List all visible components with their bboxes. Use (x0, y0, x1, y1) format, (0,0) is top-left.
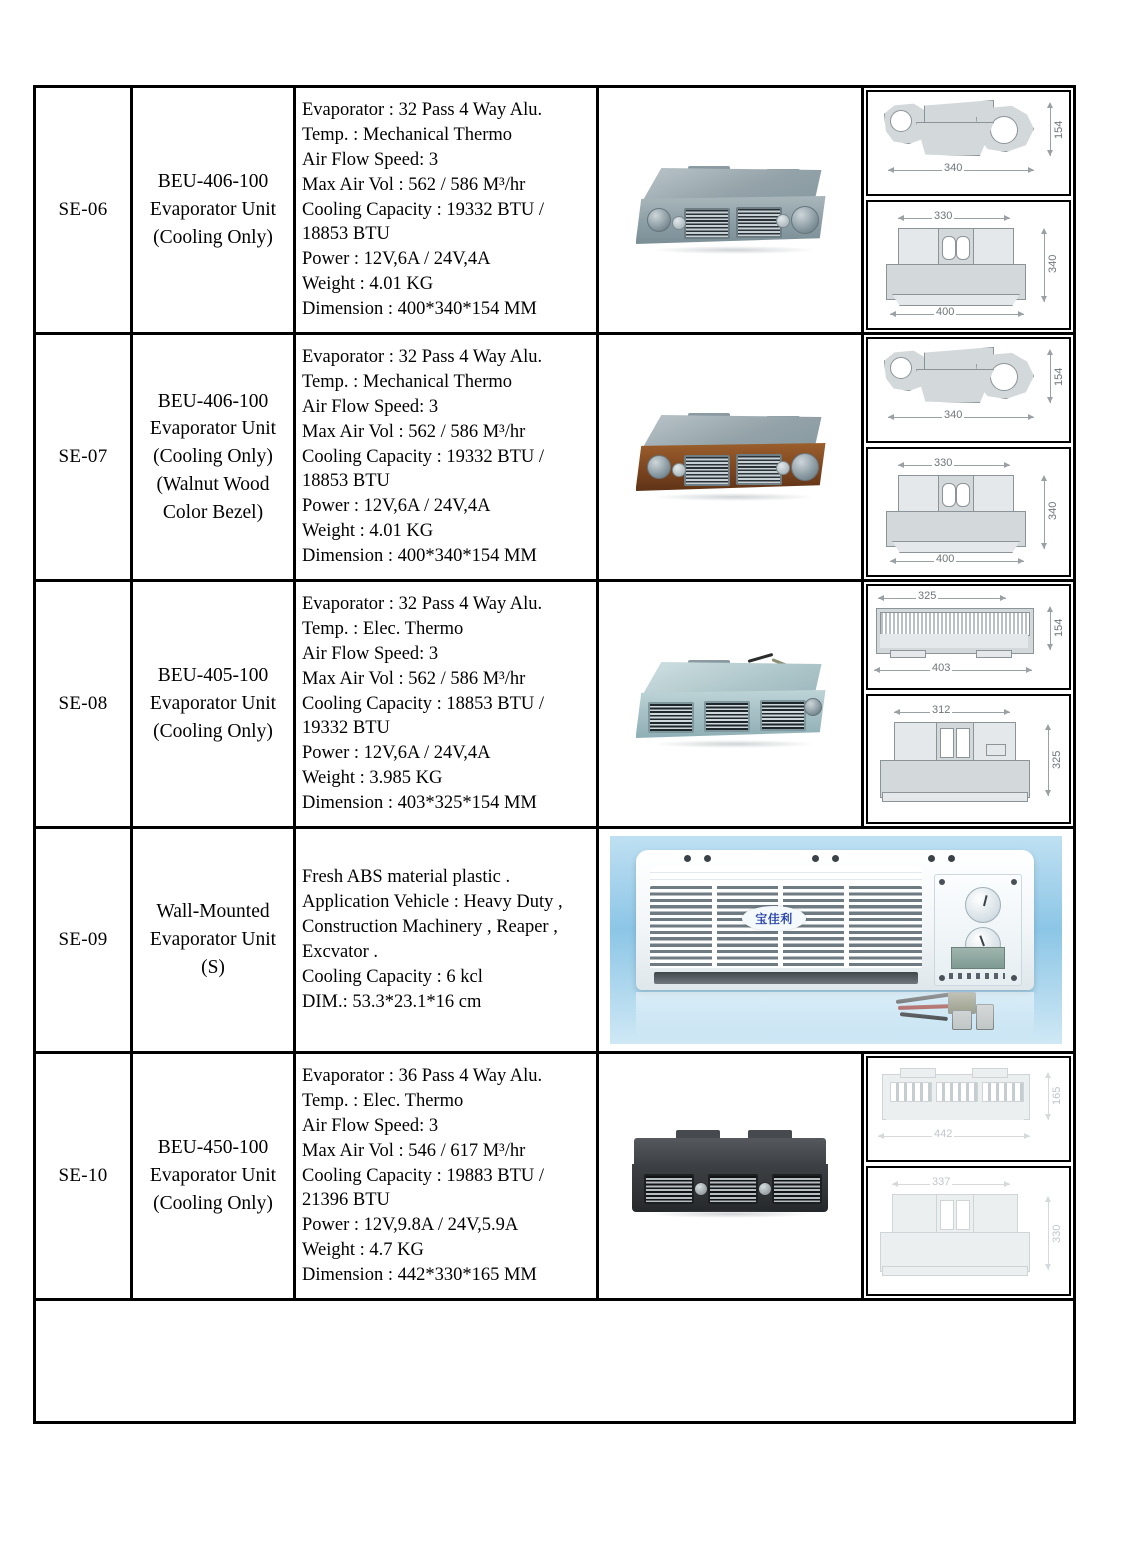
drawing-side-section (866, 337, 1071, 443)
blower-inlet-shape (890, 357, 912, 379)
blower-box-shape (898, 475, 940, 515)
table-row-empty (35, 1300, 1075, 1423)
technical-drawings (863, 1053, 1075, 1300)
table-row (35, 1053, 1075, 1300)
blower-box-shape (972, 475, 1014, 515)
unit-port-knob (804, 698, 822, 716)
photo-shadow (654, 246, 814, 254)
product-name (132, 581, 295, 828)
blower-box-shape (972, 1194, 1018, 1236)
spec-line: 18853 BTU (302, 224, 390, 245)
drawing-plan-section (866, 694, 1071, 824)
table-row (35, 87, 1075, 334)
dimension-label-width: 442 (934, 1128, 953, 1140)
duct-lug-shape (972, 1068, 1008, 1078)
product-specifications (295, 581, 598, 828)
drawing-front-section (866, 447, 1071, 577)
dimension-label-inner-width: 312 (932, 704, 951, 716)
spec-line: Evaporator : 32 Pass 4 Way Alu. (302, 347, 543, 368)
unit-control-switch (694, 1182, 708, 1196)
blower-box-shape (972, 722, 1016, 764)
fan-outline-shape (956, 1200, 970, 1230)
casing-shape (916, 369, 994, 403)
base-plate-shape (892, 541, 1020, 553)
spec-line: Evaporator : 36 Pass 4 Way Alu. (302, 1066, 543, 1087)
base-plate-shape (892, 294, 1020, 306)
product-photo (598, 581, 863, 828)
spec-line: Cooling Capacity : 6 kcl (302, 966, 483, 987)
spec-line: Weight : 4.7 KG (302, 1240, 424, 1261)
spec-line: Air Flow Speed: 3 (302, 396, 439, 417)
unit-air-vent (736, 207, 782, 238)
product-specification-table (33, 85, 1076, 1424)
drawing-front-louver (866, 584, 1071, 690)
lower-face-shape (886, 1110, 1024, 1120)
photo-shadow (654, 493, 814, 501)
panel-screw (1011, 879, 1017, 885)
spec-line: DIM.: 53.3*23.1*16 cm (302, 991, 482, 1012)
spec-line: Cooling Capacity : 19883 BTU / (302, 1165, 545, 1186)
product-name-line: BEU-405-100 (157, 665, 269, 687)
dimension-label-height: 154 (1053, 111, 1065, 141)
wall-unit-body (636, 850, 1034, 990)
unit-air-vent (648, 702, 694, 733)
unit-air-outlet (654, 972, 918, 984)
brand-badge: 宝佳利 (742, 906, 806, 931)
mount-tab-shape (976, 650, 1012, 658)
fan-wheel-shape (990, 116, 1018, 144)
product-code: SE-08 (35, 581, 132, 828)
base-plate-shape (882, 1266, 1028, 1276)
unit-port-knob (791, 206, 819, 234)
empty-cell (35, 1300, 1075, 1423)
unit-control-switch (672, 216, 686, 230)
unit-top-slats (650, 866, 922, 886)
unit-air-vent (760, 700, 806, 731)
table-row (35, 828, 1075, 1053)
product-name-line: (Cooling Only) (153, 720, 273, 742)
lower-face-shape (880, 634, 1028, 648)
panel-screw (939, 879, 945, 885)
product-name-line: Evaporator Unit (149, 418, 277, 440)
spec-line: Weight : 4.01 KG (302, 521, 434, 542)
product-name-line: Wall-Mounted (156, 901, 270, 923)
dimension-label-height: 154 (1053, 609, 1065, 639)
spec-line: Evaporator : 32 Pass 4 Way Alu. (302, 100, 543, 121)
product-name-line: Evaporator Unit (149, 693, 277, 715)
base-plate-shape (882, 792, 1028, 802)
dimension-label-height: 165 (1051, 1077, 1063, 1107)
product-name-line: Evaporator Unit (149, 929, 277, 951)
spec-line: Air Flow Speed: 3 (302, 643, 439, 664)
dimension-label-height: 340 (1047, 245, 1059, 275)
spec-line: Cooling Capacity : 19332 BTU / (302, 199, 545, 220)
product-name-line: BEU-406-100 (157, 171, 269, 193)
fan-outline-shape (942, 236, 956, 260)
spec-line: 19332 BTU (302, 718, 390, 739)
spec-line: Dimension : 400*340*154 MM (302, 546, 537, 567)
product-name-line: (Walnut Wood (156, 473, 270, 495)
mounting-screw-caps (666, 855, 1004, 864)
vent-grid-shape (890, 1082, 932, 1102)
photo-reflection (636, 992, 1034, 1038)
product-name-line: Color Bezel) (162, 501, 264, 523)
spec-line: Cooling Capacity : 19332 BTU / (302, 446, 545, 467)
unit-port-knob (791, 453, 819, 481)
photo-shadow (650, 1210, 810, 1218)
product-specifications (295, 334, 598, 581)
spec-line: Air Flow Speed: 3 (302, 1115, 439, 1136)
casing-shape (916, 122, 994, 156)
dimension-label-outer-width: 403 (932, 662, 951, 674)
spec-line: Power : 12V,6A / 24V,4A (302, 743, 491, 764)
fan-outline-shape (956, 728, 970, 758)
spec-line: Evaporator : 32 Pass 4 Way Alu. (302, 594, 543, 615)
product-code: SE-07 (35, 334, 132, 581)
spec-line: Air Flow Speed: 3 (302, 149, 439, 170)
dimension-label-height: 330 (1051, 1215, 1063, 1245)
product-photo (598, 828, 1075, 1053)
vent-grid-shape (936, 1082, 978, 1102)
dimension-label-height: 154 (1053, 358, 1065, 388)
spec-line: Max Air Vol : 562 / 586 M³/hr (302, 174, 526, 195)
product-name-line: Evaporator Unit (149, 199, 277, 221)
control-panel (934, 874, 1022, 986)
spec-line: Cooling Capacity : 18853 BTU / (302, 693, 545, 714)
spec-line: Power : 12V,6A / 24V,4A (302, 496, 491, 517)
unit-air-vent (708, 1174, 758, 1204)
unit-control-switch (776, 461, 790, 475)
digital-display (951, 947, 1005, 969)
spec-line: 21396 BTU (302, 1190, 390, 1211)
spec-line: Temp. : Mechanical Thermo (302, 371, 513, 392)
table-row (35, 334, 1075, 581)
spec-line: Max Air Vol : 562 / 586 M³/hr (302, 421, 526, 442)
fan-outline-shape (956, 483, 970, 507)
product-code: SE-09 (35, 828, 132, 1053)
blower-box-shape (892, 1194, 938, 1236)
product-name (132, 1053, 295, 1300)
evaporator-unit-image (628, 660, 833, 748)
unit-air-vent (684, 455, 730, 486)
dimension-label-outer-width: 400 (936, 306, 955, 318)
spec-line: Dimension : 442*330*165 MM (302, 1265, 537, 1286)
spec-line: Max Air Vol : 562 / 586 M³/hr (302, 668, 526, 689)
dimension-label-inner-width: 325 (918, 590, 937, 602)
spec-line: Temp. : Elec. Thermo (302, 1090, 464, 1111)
product-name-line: (Cooling Only) (153, 226, 273, 248)
product-name-line: BEU-406-100 (157, 390, 269, 412)
evaporator-unit-image (628, 166, 833, 254)
blower-box-shape (894, 722, 938, 764)
technical-drawings (863, 334, 1075, 581)
product-specifications (295, 1053, 598, 1300)
panel-screw (1011, 975, 1017, 981)
product-photo (598, 87, 863, 334)
product-name (132, 87, 295, 334)
connector-shape (986, 744, 1006, 756)
spec-line: Excvator . (302, 942, 379, 962)
unit-control-switch (776, 214, 790, 228)
spec-line: Fresh ABS material plastic . (302, 867, 511, 888)
vent-grid-shape (982, 1082, 1024, 1102)
unit-control-switch (758, 1182, 772, 1196)
temperature-dial (965, 887, 1001, 923)
technical-drawings (863, 581, 1075, 828)
product-photo (598, 1053, 863, 1300)
product-code: SE-06 (35, 87, 132, 334)
unit-port-knob (647, 455, 671, 479)
spec-line: Temp. : Mechanical Thermo (302, 124, 513, 145)
dimension-label-width: 340 (944, 162, 963, 174)
product-name-line: (Cooling Only) (153, 446, 273, 468)
unit-air-vent (704, 701, 750, 732)
spec-line: Dimension : 403*325*154 MM (302, 793, 537, 814)
dimension-label-inner-width: 330 (934, 457, 953, 469)
unit-air-vent (684, 208, 730, 239)
spec-line: Power : 12V,9.8A / 24V,5.9A (302, 1215, 519, 1236)
dimension-label-outer-width: 400 (936, 553, 955, 565)
dimension-label-height: 325 (1051, 741, 1063, 771)
blower-box-shape (972, 228, 1014, 268)
table-row (35, 581, 1075, 828)
product-name-line: (S) (201, 956, 225, 978)
dimension-label-width: 340 (944, 409, 963, 421)
blower-inlet-shape (890, 110, 912, 132)
drawing-front-section (866, 200, 1071, 330)
product-name-line: BEU-450-100 (157, 1137, 269, 1159)
spec-line: Power : 12V,6A / 24V,4A (302, 249, 491, 270)
fan-outline-shape (940, 1200, 954, 1230)
unit-port-knob (647, 208, 671, 232)
evaporator-unit-image (628, 413, 833, 501)
dimension-label-height: 340 (1047, 492, 1059, 522)
unit-control-switch (672, 463, 686, 477)
drawing-front-grid (866, 1056, 1071, 1162)
spec-line: Weight : 3.985 KG (302, 768, 443, 789)
spec-line: Max Air Vol : 546 / 617 M³/hr (302, 1140, 526, 1161)
spec-line: Temp. : Elec. Thermo (302, 618, 464, 639)
dimension-label-inner-width: 330 (934, 210, 953, 222)
unit-air-vent (772, 1174, 822, 1204)
product-name (132, 334, 295, 581)
product-photo (598, 334, 863, 581)
panel-button-row (949, 973, 1005, 979)
product-specifications (295, 828, 598, 1053)
unit-air-vent (644, 1174, 694, 1204)
fan-outline-shape (940, 728, 954, 758)
product-specifications (295, 87, 598, 334)
spec-line: Weight : 4.01 KG (302, 274, 434, 295)
technical-drawings (863, 87, 1075, 334)
drawing-side-section (866, 90, 1071, 196)
product-name (132, 828, 295, 1053)
wall-mounted-unit-image (610, 836, 1062, 1044)
fan-outline-shape (942, 483, 956, 507)
fan-wheel-shape (990, 363, 1018, 391)
drawing-plan-section (866, 1166, 1071, 1296)
evaporator-unit-image (624, 1130, 836, 1222)
spec-line: 18853 BTU (302, 471, 390, 492)
spec-line: Application Vehicle : Heavy Duty , (302, 892, 563, 913)
fan-outline-shape (956, 236, 970, 260)
unit-air-vent (736, 454, 782, 485)
louver-grille-shape (880, 612, 1030, 636)
panel-screw (939, 975, 945, 981)
dimension-label-inner-width: 337 (932, 1176, 951, 1188)
spec-line: Construction Machinery , Reaper , (302, 917, 558, 938)
blower-box-shape (898, 228, 940, 268)
product-code: SE-10 (35, 1053, 132, 1300)
duct-lug-shape (900, 1068, 936, 1078)
product-name-line: (Cooling Only) (153, 1192, 273, 1214)
product-name-line: Evaporator Unit (149, 1165, 277, 1187)
spec-line: Dimension : 400*340*154 MM (302, 299, 537, 320)
mount-tab-shape (890, 650, 926, 658)
photo-shadow (654, 740, 814, 748)
